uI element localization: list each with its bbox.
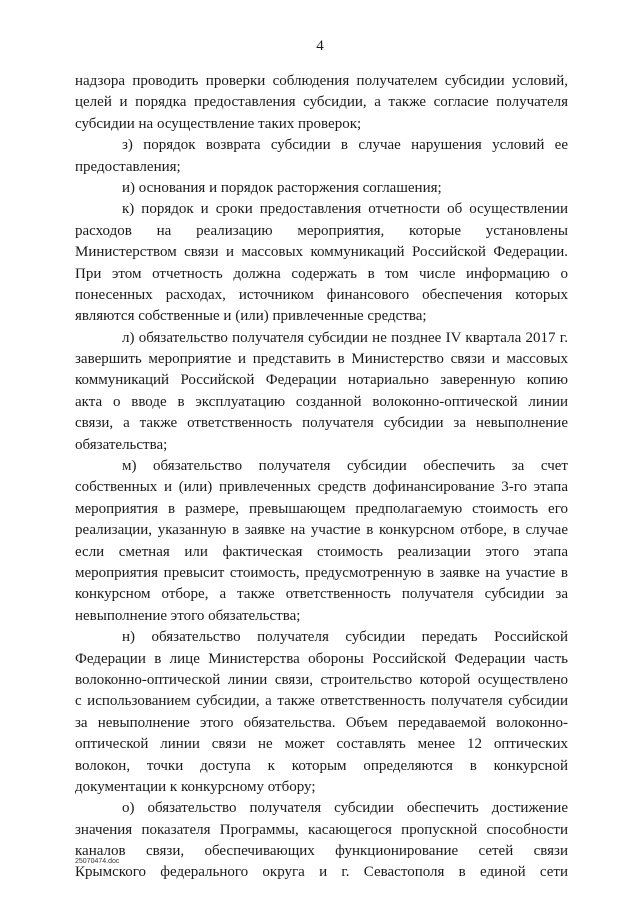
text-line: Федерации в лице Министерства обороны Российской Федерации часть [75,650,568,667]
text-line: и) основания и порядок расторжения соглашения; [122,179,442,196]
text-line: н) обязательство получателя субсидии передать Российской [122,629,568,646]
text-line: целей и порядка предоставления субсидии, а также согласие получателя [75,94,568,111]
text-line: оптической линии связи не может составлять менее 12 оптических [75,736,568,753]
text-line: Министерством связи и массовых коммуникаций Российской Федерации. [75,244,568,261]
text-line: значения показателя Программы, касающегося пропускной способности [75,821,568,838]
text-line: если сметная или фактическая стоимость реализации этого этапа [75,543,568,560]
text-line: связи, а также ответственность получателя субсидии за невыполнение [75,415,568,432]
text-line: акта о вводе в эксплуатацию созданной волоконно-оптической линии [75,393,568,410]
text-line: м) обязательство получателя субсидии обеспечить за счет [122,458,568,475]
text-line: о) обязательство получателя субсидии обеспечить достижение [122,800,568,817]
text-line: л) обязательство получателя субсидии не позднее IV квартала 2017 г. [122,329,568,346]
text-line: субсидии на осуществление таких проверок; [75,115,362,132]
text-line: расходов на реализацию мероприятия, которые установлены [75,222,568,239]
text-line: завершить мероприятие и представить в Министерство связи и массовых [75,351,568,368]
text-line: за невыполнение этого обязательства. Объем передаваемой волоконно- [75,714,568,731]
text-line: мероприятия в размере, превышающем предполагаемую стоимость его [75,500,568,517]
text-line: з) порядок возврата субсидии в случае нарушения условий ее [122,137,568,154]
text-line: обязательства; [75,436,168,453]
text-line: коммуникаций Российской Федерации нотариально заверенную копию [75,372,568,389]
page-number: 4 [316,38,324,54]
text-line: Крымского федерального округа и г. Севастополя в единой сети [75,864,568,881]
text-line: волокон, точки доступа к которым определяются в конкурсной [75,757,568,774]
text-line: являются собственные и (или) привлеченные средства; [75,308,427,325]
text-line: мероприятия превысит стоимость, предусмотренную в заявке на участие в [75,564,568,581]
footer-file-code: 25070474.doc [75,858,120,865]
text-line: предоставления; [75,158,181,175]
text-line: с использованием субсидии, а также ответственность получателя субсидии [75,693,568,710]
text-line: собственных и (или) привлеченных средств дофинансирование 3-го этапа [75,479,568,496]
text-line: конкурсном отборе, а также ответственность получателя субсидии за [75,586,568,603]
text-line: к) порядок и сроки предоставления отчетности об осуществлении [122,201,568,218]
document-body [75,71,568,884]
text-line: волоконно-оптической линии связи, строительство которой осуществлено [75,671,568,688]
text-line: надзора проводить проверки соблюдения получателем субсидии условий, [75,73,568,89]
text-line: каналов связи, обеспечивающих функционирование сетей связи [75,843,568,860]
text-line: реализации, указанную в заявке на участие в конкурсном отборе, в случае [75,522,568,539]
text-line: документации к конкурсному отбору; [75,778,316,795]
text-line: При этом отчетность должна содержать в том числе информацию о [75,265,568,282]
text-line: понесенных расходах, источником финансового обеспечения которых [75,286,568,303]
text-line: невыполнение этого обязательства; [75,607,301,624]
